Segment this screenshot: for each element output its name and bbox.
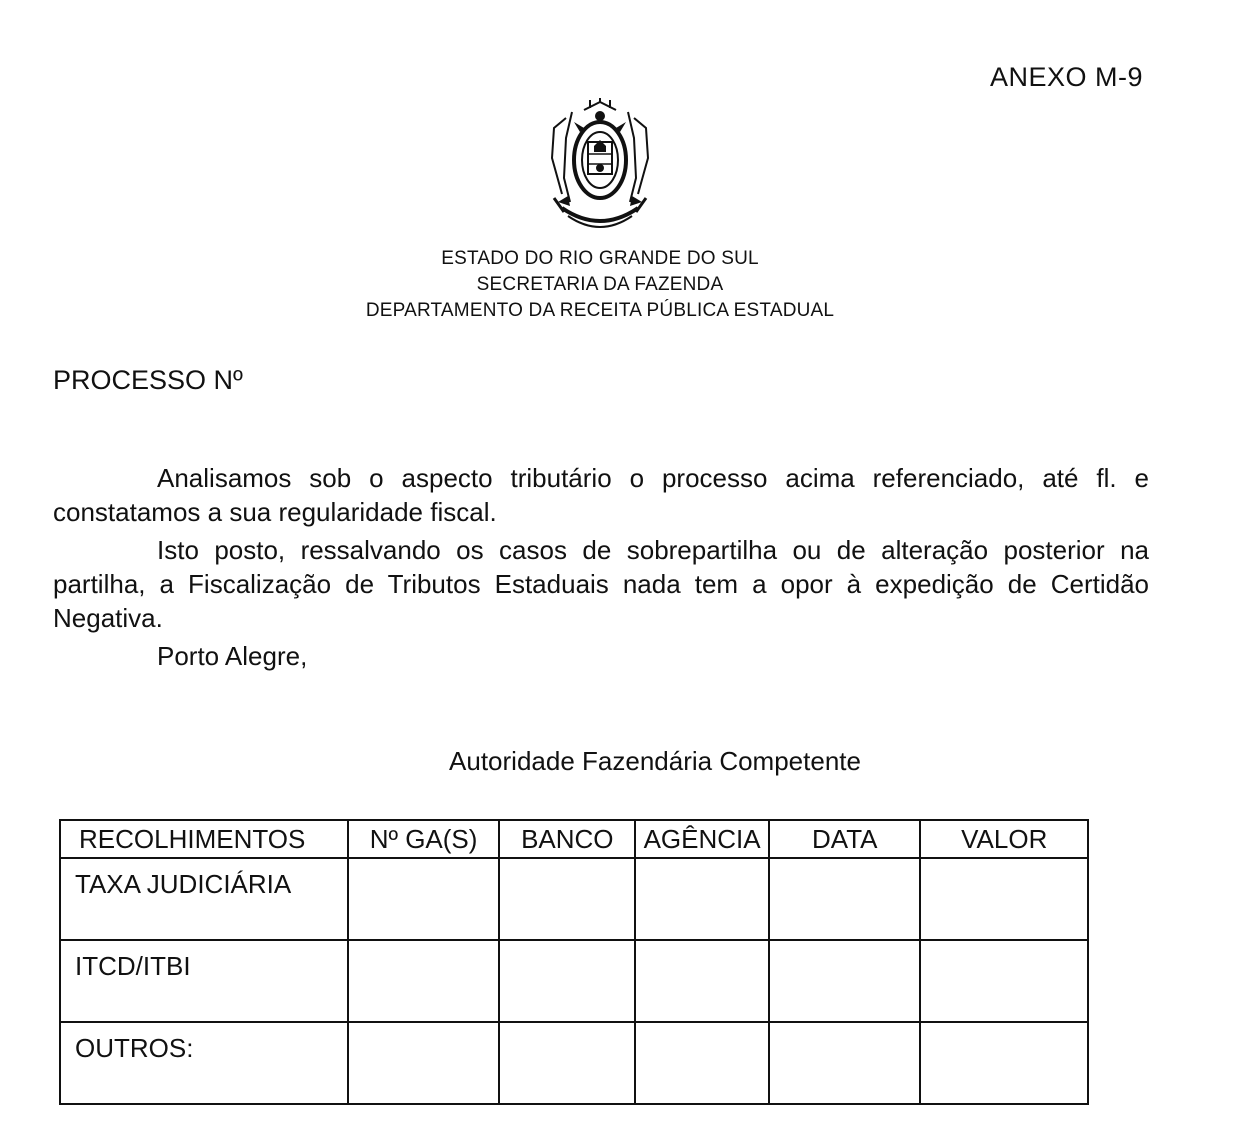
table-cell-empty bbox=[920, 940, 1088, 1022]
table-cell-empty bbox=[499, 1022, 635, 1104]
paragraph-clearance: Isto posto, ressalvando os casos de sobrepartilha ou de alteração posterior na partilha, a Fiscalização de Tributos Estaduais nada tem a opor à expedição de Certidão Negativa. bbox=[53, 535, 1149, 633]
table-row bbox=[60, 940, 1088, 1022]
header-secretariat: SECRETARIA DA FAZENDA bbox=[476, 274, 724, 295]
table-cell-empty bbox=[769, 858, 920, 940]
payments-table bbox=[59, 819, 1089, 1105]
table-cell-empty bbox=[635, 1022, 769, 1104]
table-cell-empty bbox=[769, 940, 920, 1022]
process-number-label: PROCESSO Nº bbox=[53, 365, 243, 395]
document-body bbox=[53, 461, 1149, 677]
annex-code: ANEXO M-9 bbox=[990, 62, 1144, 92]
table-cell-empty bbox=[348, 1022, 500, 1104]
table-cell-empty bbox=[635, 858, 769, 940]
column-header: DATA bbox=[769, 820, 920, 858]
row-label: OUTROS: bbox=[60, 1022, 348, 1104]
table-cell-empty bbox=[348, 940, 500, 1022]
table-cell-empty bbox=[635, 940, 769, 1022]
column-header: BANCO bbox=[499, 820, 635, 858]
column-header: VALOR bbox=[920, 820, 1088, 858]
signature-authority: Autoridade Fazendária Competente bbox=[449, 746, 861, 776]
table-row bbox=[60, 858, 1088, 940]
table-cell-empty bbox=[348, 858, 500, 940]
column-header: RECOLHIMENTOS bbox=[60, 820, 348, 858]
table-row bbox=[60, 1022, 1088, 1104]
table-cell-empty bbox=[920, 1022, 1088, 1104]
coat-of-arms-emblem bbox=[544, 98, 656, 238]
table-header-row bbox=[60, 820, 1088, 858]
column-header: AGÊNCIA bbox=[635, 820, 769, 858]
row-label: TAXA JUDICIÁRIA bbox=[60, 858, 348, 940]
header-department: DEPARTAMENTO DA RECEITA PÚBLICA ESTADUAL bbox=[365, 300, 835, 321]
header-state: ESTADO DO RIO GRANDE DO SUL bbox=[441, 248, 759, 269]
row-label: ITCD/ITBI bbox=[60, 940, 348, 1022]
column-header: Nº GA(S) bbox=[348, 820, 500, 858]
table-cell-empty bbox=[499, 858, 635, 940]
paragraph-analysis: Analisamos sob o aspecto tributário o processo acima referenciado, até fl. e constatamos a sua regularidade fiscal. bbox=[53, 463, 1149, 527]
table-cell-empty bbox=[920, 858, 1088, 940]
place-date-line: Porto Alegre, bbox=[157, 641, 308, 671]
table-cell-empty bbox=[769, 1022, 920, 1104]
table-cell-empty bbox=[499, 940, 635, 1022]
issuing-authority-header bbox=[0, 246, 1200, 324]
